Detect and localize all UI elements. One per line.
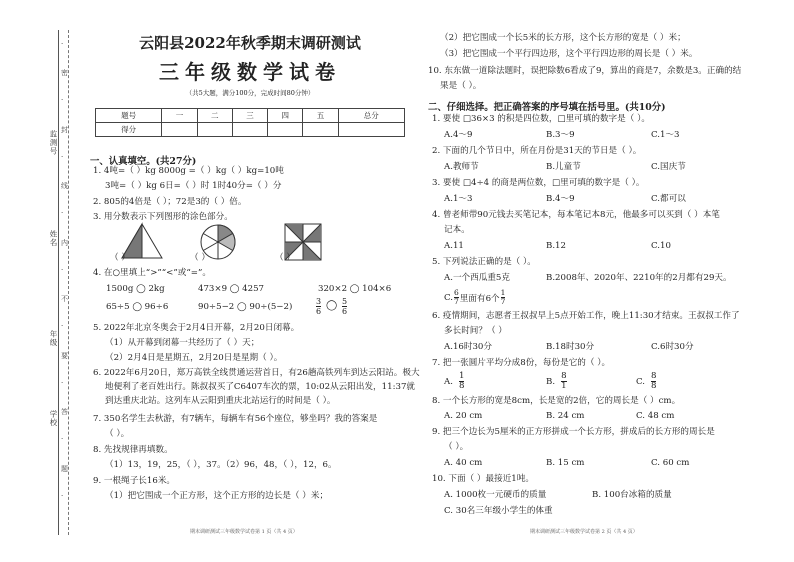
option[interactable]: B.4～9 [546, 194, 575, 204]
choice-question-9-line-2: （ ）。 [444, 442, 469, 452]
score-cell: 得分 [96, 123, 162, 137]
choice-question-6-line-1: 6. 疫情期间，志愿者王叔叔早上5点开始工作，晚上11:30才结束。王叔叔工作了 [432, 311, 740, 321]
compare-item: 65÷5 ◯ 96÷6 [106, 302, 169, 312]
option[interactable]: B. 15 cm [546, 458, 585, 468]
option[interactable]: B.儿童节 [546, 162, 581, 172]
option[interactable]: B. 24 cm [546, 411, 585, 421]
cut-line-char: 答 [61, 408, 68, 417]
cut-line-char: 要 [61, 351, 68, 360]
option[interactable]: C. 8 8 [636, 371, 657, 391]
cut-line-char: · [61, 378, 64, 387]
cut-line-char: 不 [61, 295, 68, 304]
score-cell: 四 [268, 109, 303, 123]
option[interactable]: B. 8 1 [546, 371, 567, 391]
score-table-row [96, 109, 405, 123]
score-cell[interactable] [268, 123, 303, 137]
score-cell: 一 [162, 109, 197, 123]
option[interactable]: B.12 [546, 241, 566, 251]
option[interactable]: A. 20 cm [444, 411, 483, 421]
school-heading: 云阳县2022年秋季期末调研测试 [139, 34, 361, 52]
answer-blank[interactable]: （ ） [110, 253, 130, 263]
option[interactable]: C.6时30分 [651, 342, 694, 352]
section-1-heading: 一、认真填空。(共27分) [90, 156, 197, 167]
name-label: 姓名 [49, 230, 58, 247]
fraction: 3 6 [316, 297, 322, 316]
option[interactable]: B.2008年、2020年、2210年的2月都有29天。 [546, 273, 732, 283]
cut-line-char: · [61, 152, 64, 161]
choice-question-8: 8. 一个长方形的宽是8cm，长是宽的2倍，它的周长是（ ）cm。 [432, 396, 681, 406]
choice-question-2: 2. 下面的几个节日中，所在月份是31天的节日是（ ）。 [432, 146, 642, 156]
binding-line [58, 30, 59, 535]
question-9-part-1: （1）把它围成一个正方形，这个正方形的边长是（ ）米； [105, 491, 329, 501]
question-7-line-1: 7. 350名学生去秋游，有7辆车，每辆车有56个座位，够坐吗？我的答案是 [93, 414, 378, 424]
cut-line-char: · [61, 40, 64, 48]
question-2: 2. 805的4倍是（ ）；72是3的（ ）倍。 [93, 197, 247, 207]
question-3: 3. 用分数表示下列图形的涂色部分。 [93, 212, 233, 222]
option[interactable]: A.4～9 [444, 130, 473, 140]
cut-line-char: · [61, 435, 64, 444]
question-9-part-2: （2）把它围成一个长5米的长方形，这个长方形的宽是（ ）米； [440, 33, 686, 43]
question-6-line-2: 地便利了老百姓出行。陈叔叔买了C6407车次的票，10:02从云阳出发，11:37就 [105, 382, 416, 392]
score-cell[interactable] [303, 123, 338, 137]
option[interactable]: C.都可以 [651, 194, 686, 204]
option[interactable]: C.国庆节 [651, 162, 686, 172]
section-2-heading: 二、仔细选择。把正确答案的序号填在括号里。(共10分) [428, 102, 666, 113]
compare-item: 320×2 ◯ 104×6 [318, 284, 392, 294]
score-cell: 二 [197, 109, 232, 123]
option[interactable]: A.一个西瓜重5克 [444, 273, 510, 283]
question-4: 4. 在○里填上“>”“<”或“=”。 [93, 268, 211, 278]
score-cell: 三 [232, 109, 267, 123]
option[interactable]: C. 6 7 里面有6个 1 7 [444, 288, 506, 306]
cut-line-char: 内 [61, 238, 68, 247]
cut-line-char: 密 [61, 69, 68, 78]
question-5: 5. 2022年北京冬奥会于2月4日开幕，2月20日闭幕。 [93, 323, 300, 333]
score-table [95, 108, 405, 137]
option[interactable]: C.1～3 [651, 130, 680, 140]
score-cell[interactable] [197, 123, 232, 137]
cut-line-char: · [61, 322, 64, 331]
compare-circle[interactable]: ◯ [326, 300, 338, 311]
school-label: 学校 [49, 410, 58, 427]
choice-question-6-line-2: 多长时间？（ ） [444, 326, 507, 336]
choice-question-5: 5. 下列说法正确的是（ ）。 [432, 257, 536, 267]
cut-line-char: 线 [61, 182, 68, 191]
score-cell[interactable] [232, 123, 267, 137]
option[interactable]: C.10 [651, 241, 671, 251]
choice-question-3: 3. 要使 □4÷4 的商是两位数，□里可填的数字是（ ）。 [432, 178, 645, 188]
option[interactable]: B.3～9 [546, 130, 575, 140]
cut-line-text [61, 40, 74, 520]
answer-blank[interactable]: （ ） [190, 253, 210, 263]
option[interactable]: B. 100台冰箱的质量 [592, 490, 672, 500]
grade-label: 年级 [49, 330, 58, 347]
score-cell[interactable] [338, 123, 404, 137]
choice-question-9-line-1: 9. 把三个边长为5厘米的正方形拼成一个长方形，拼成后的长方形的周长是 [432, 427, 715, 437]
score-cell: 总分 [338, 109, 404, 123]
choice-question-7: 7. 把一张圆片平均分成8份，每份是它的（ ）。 [432, 358, 611, 368]
question-1-line-1: 1. 4吨=（ ）kg 8000g =（ ）kg（ ）kg=10吨 [93, 166, 284, 176]
score-cell[interactable] [162, 123, 197, 137]
question-1-line-2: 3吨=（ ）kg 6日=（ ）时 1时40分=（ ）分 [105, 181, 282, 191]
question-7-line-2: （ ）。 [105, 429, 130, 439]
score-cell: 题号 [96, 109, 162, 123]
page-footer-left: 期末调研测试三年级数学试卷第 1 页（共 4 页） [190, 529, 298, 535]
compare-item: 90÷5−2 ◯ 90÷(5−2) [198, 302, 293, 312]
score-table-row [96, 123, 405, 137]
page-footer-right: 期末调研测试三年级数学试卷第 2 页（共 4 页） [530, 529, 638, 535]
option[interactable]: A.11 [444, 241, 464, 251]
question-9-part-3: （3）把它围成一个平行四边形，这个平行四边形的周长是（ ）米。 [440, 49, 698, 59]
question-10-line-1: 10. 东东做一道除法题时，误把除数6看成了9，算出的商是7，余数是3。正确的结 [428, 66, 742, 76]
option[interactable]: A. 40 cm [444, 458, 483, 468]
option[interactable]: A. 1 8 [444, 371, 465, 391]
answer-blank[interactable]: （ ） [275, 253, 295, 263]
cut-line-char: · [61, 265, 64, 274]
option[interactable]: C. 60 cm [651, 458, 690, 468]
question-5-part-1: （1）从开幕到闭幕一共经历了（ ）天； [105, 338, 260, 348]
question-5-part-2: （2）2月4日是星期五，2月20日是星期（ ）。 [105, 353, 283, 363]
exam-note: （共5大题，满分100分，完成时间80分钟） [185, 89, 315, 97]
cut-line-char: · [61, 491, 64, 500]
question-8: 8. 先找规律再填数。 [93, 445, 173, 455]
exam-number-label: 监测号 [49, 130, 58, 156]
cut-line-char: 封 [61, 125, 68, 134]
choice-question-4-line-1: 4. 曾老师带90元钱去买笔记本，每本笔记本8元，他最多可以买到（ ）本笔 [432, 210, 720, 220]
page-title: 三年级数学试卷 [159, 60, 341, 84]
option[interactable]: A.16时30分 [444, 342, 492, 352]
cut-line-char: 题 [61, 464, 68, 473]
question-9: 9. 一根绳子长16米。 [93, 476, 176, 486]
fraction: 5 6 [342, 297, 348, 316]
option[interactable]: C. 48 cm [636, 411, 675, 421]
compare-item: 473×9 ◯ 4257 [198, 284, 265, 294]
option[interactable]: A.1～3 [444, 194, 473, 204]
score-cell: 五 [303, 109, 338, 123]
question-10-line-2: 果是（ ）。 [440, 81, 482, 91]
choice-question-1: 1. 要使 □36×3 的积是四位数，□里可填的数字是（ ）。 [432, 114, 650, 124]
question-6-line-1: 6. 2022年6月20日，郑万高铁全线贯通运营首日，有26趟高铁列车到达云阳站。极大 [93, 368, 420, 378]
option[interactable]: A.教师节 [444, 162, 479, 172]
option[interactable]: A. 1000枚一元硬币的质量 [444, 490, 547, 500]
cut-line-char: · [61, 96, 64, 105]
choice-question-10: 10. 下面（ ）最接近1吨。 [432, 474, 534, 484]
option[interactable]: C. 30名三年级小学生的体重 [444, 506, 553, 516]
choice-question-4-line-2: 记本。 [444, 225, 470, 235]
compare-item: 1500g ◯ 2kg [106, 284, 165, 294]
question-8-sequences: （1）13，19，25，（ ），37。（2）96，48，（ ），12，6。 [105, 460, 337, 470]
question-6-line-3: 到达重庆北站。这列车从云阳到重庆北站运行的时间是（ ）。 [105, 396, 336, 406]
cut-line-char: · [61, 209, 64, 218]
option[interactable]: B.18时30分 [546, 342, 595, 352]
